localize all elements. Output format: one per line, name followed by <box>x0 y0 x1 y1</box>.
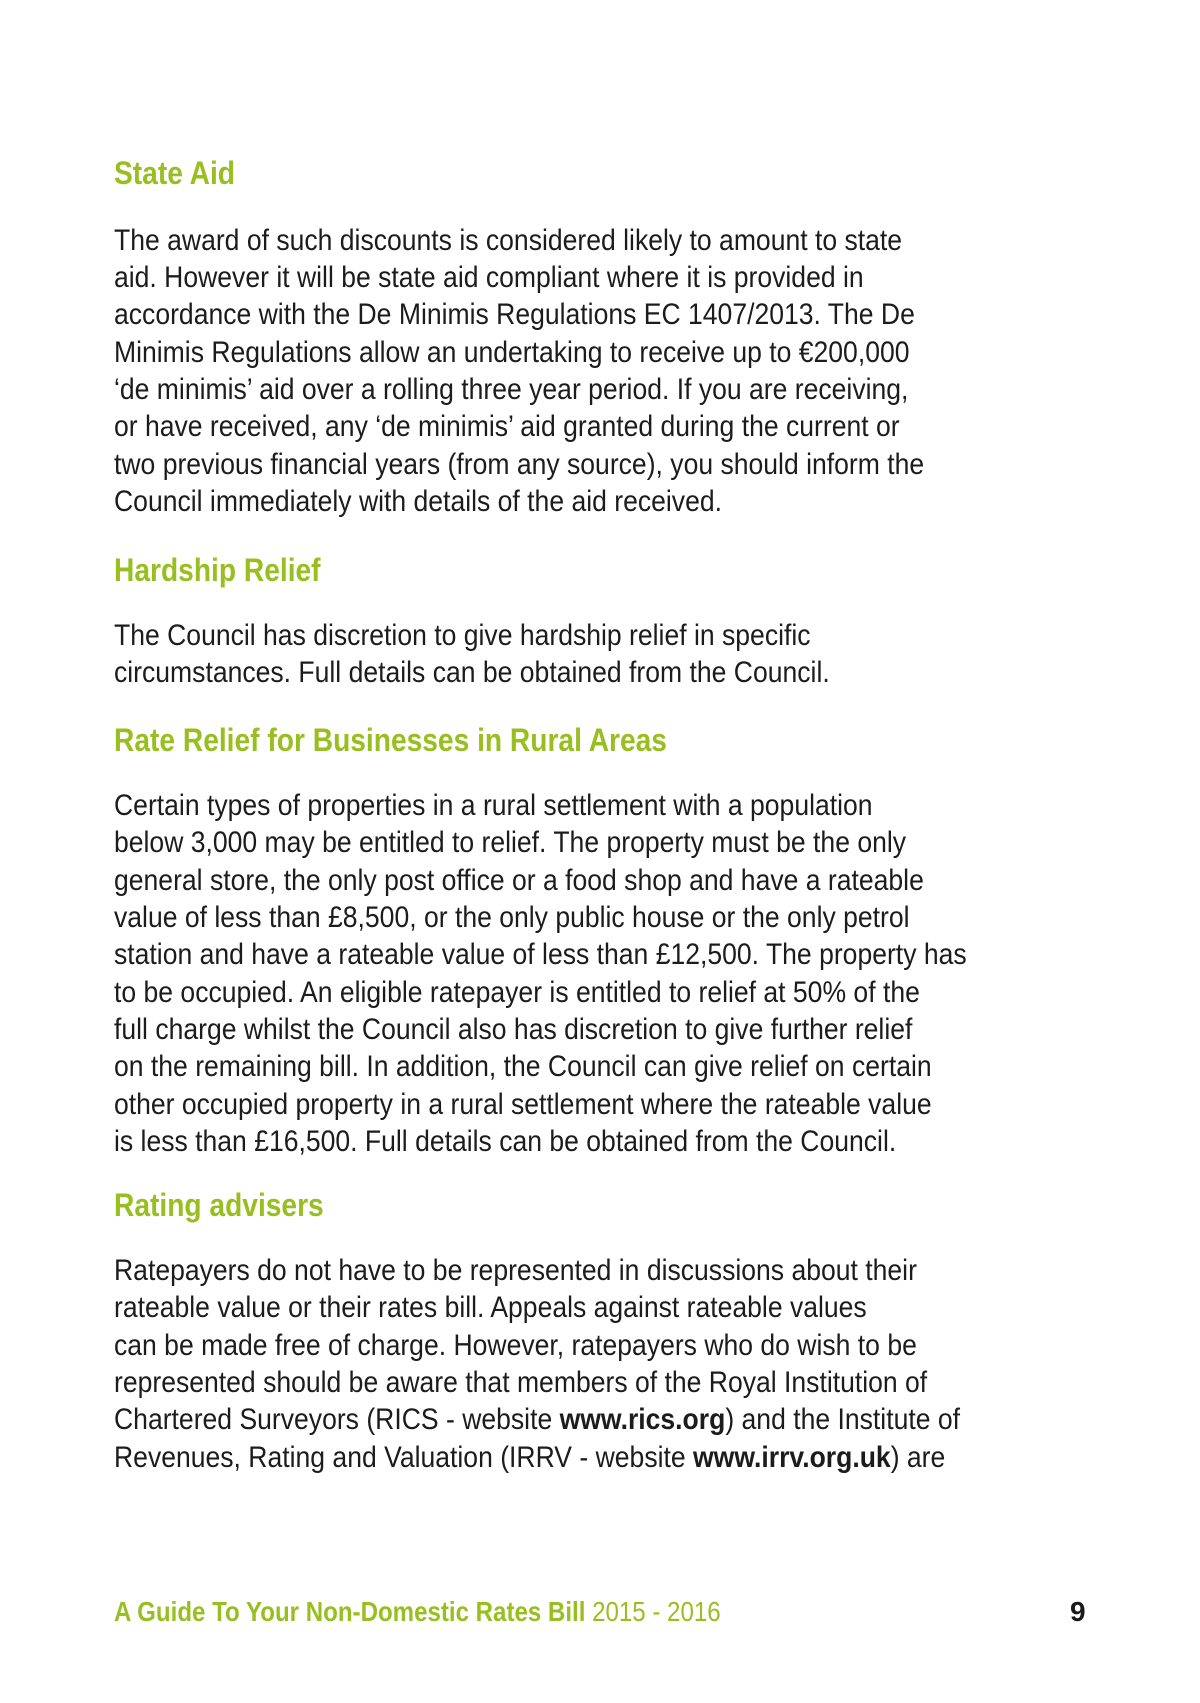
body-text: Chartered Surveyors (RICS - website <box>114 1403 560 1436</box>
body-line: station and have a rateable value of less than £12,500. The property has <box>114 938 967 971</box>
page-number: 9 <box>1070 1596 1086 1627</box>
body-line: full charge whilst the Council also has discretion to give further relief <box>114 1013 913 1046</box>
body-line: other occupied property in a rural settlement where the rateable value <box>114 1088 932 1121</box>
section-heading: Rating advisers <box>114 1187 324 1223</box>
body-line: to be occupied. An eligible ratepayer is entitled to relief at 50% of the <box>114 976 920 1009</box>
footer-title-bold: A Guide To Your Non-Domestic Rates Bill <box>114 1596 586 1627</box>
body-line: is less than £16,500. Full details can be obtained from the Council. <box>114 1125 897 1158</box>
footer-title-years: 2015 - 2016 <box>585 1596 721 1627</box>
body-text: ) are <box>890 1441 946 1474</box>
section-heading: State Aid <box>114 155 235 191</box>
body-line: circumstances. Full details can be obtained from the Council. <box>114 656 830 689</box>
body-line: below 3,000 may be entitled to relief. The property must be the only <box>114 826 907 859</box>
body-line: Certain types of properties in a rural settlement with a population <box>114 789 873 822</box>
body-line: on the remaining bill. In addition, the Council can give relief on certain <box>114 1050 932 1083</box>
body-line: ‘de minimis’ aid over a rolling three year period. If you are receiving, <box>114 373 909 406</box>
body-line: The award of such discounts is considered likely to amount to state <box>114 224 903 257</box>
footer-document-title <box>114 1598 721 1626</box>
body-line: or have received, any ‘de minimis’ aid granted during the current or <box>114 410 900 443</box>
body-line: Council immediately with details of the aid received. <box>114 485 722 518</box>
body-line: two previous financial years (from any source), you should inform the <box>114 448 925 481</box>
body-line: Minimis Regulations allow an undertaking to receive up to €200,000 <box>114 336 910 369</box>
rics-website-link[interactable]: www.rics.org <box>559 1403 726 1436</box>
body-text: ) and the Institute of <box>725 1403 961 1436</box>
body-line: accordance with the De Minimis Regulations EC 1407/2013. The De <box>114 298 915 331</box>
section-heading: Hardship Relief <box>114 552 321 588</box>
body-line <box>114 1443 945 1473</box>
body-line <box>114 1405 960 1435</box>
body-line: can be made free of charge. However, ratepayers who do wish to be <box>114 1329 917 1362</box>
body-line: value of less than £8,500, or the only public house or the only petrol <box>114 901 910 934</box>
body-line: general store, the only post office or a food shop and have a rateable <box>114 864 924 897</box>
body-line: represented should be aware that members of the Royal Institution of <box>114 1366 928 1399</box>
section-heading: Rate Relief for Businesses in Rural Areas <box>114 722 667 758</box>
body-line: The Council has discretion to give hardship relief in specific <box>114 619 811 652</box>
body-line: aid. However it will be state aid compliant where it is provided in <box>114 261 864 294</box>
body-line: rateable value or their rates bill. Appeals against rateable values <box>114 1291 867 1324</box>
irrv-website-link[interactable]: www.irrv.org.uk <box>693 1441 891 1474</box>
body-text: Revenues, Rating and Valuation (IRRV - website <box>114 1441 694 1474</box>
body-line: Ratepayers do not have to be represented in discussions about their <box>114 1254 917 1287</box>
